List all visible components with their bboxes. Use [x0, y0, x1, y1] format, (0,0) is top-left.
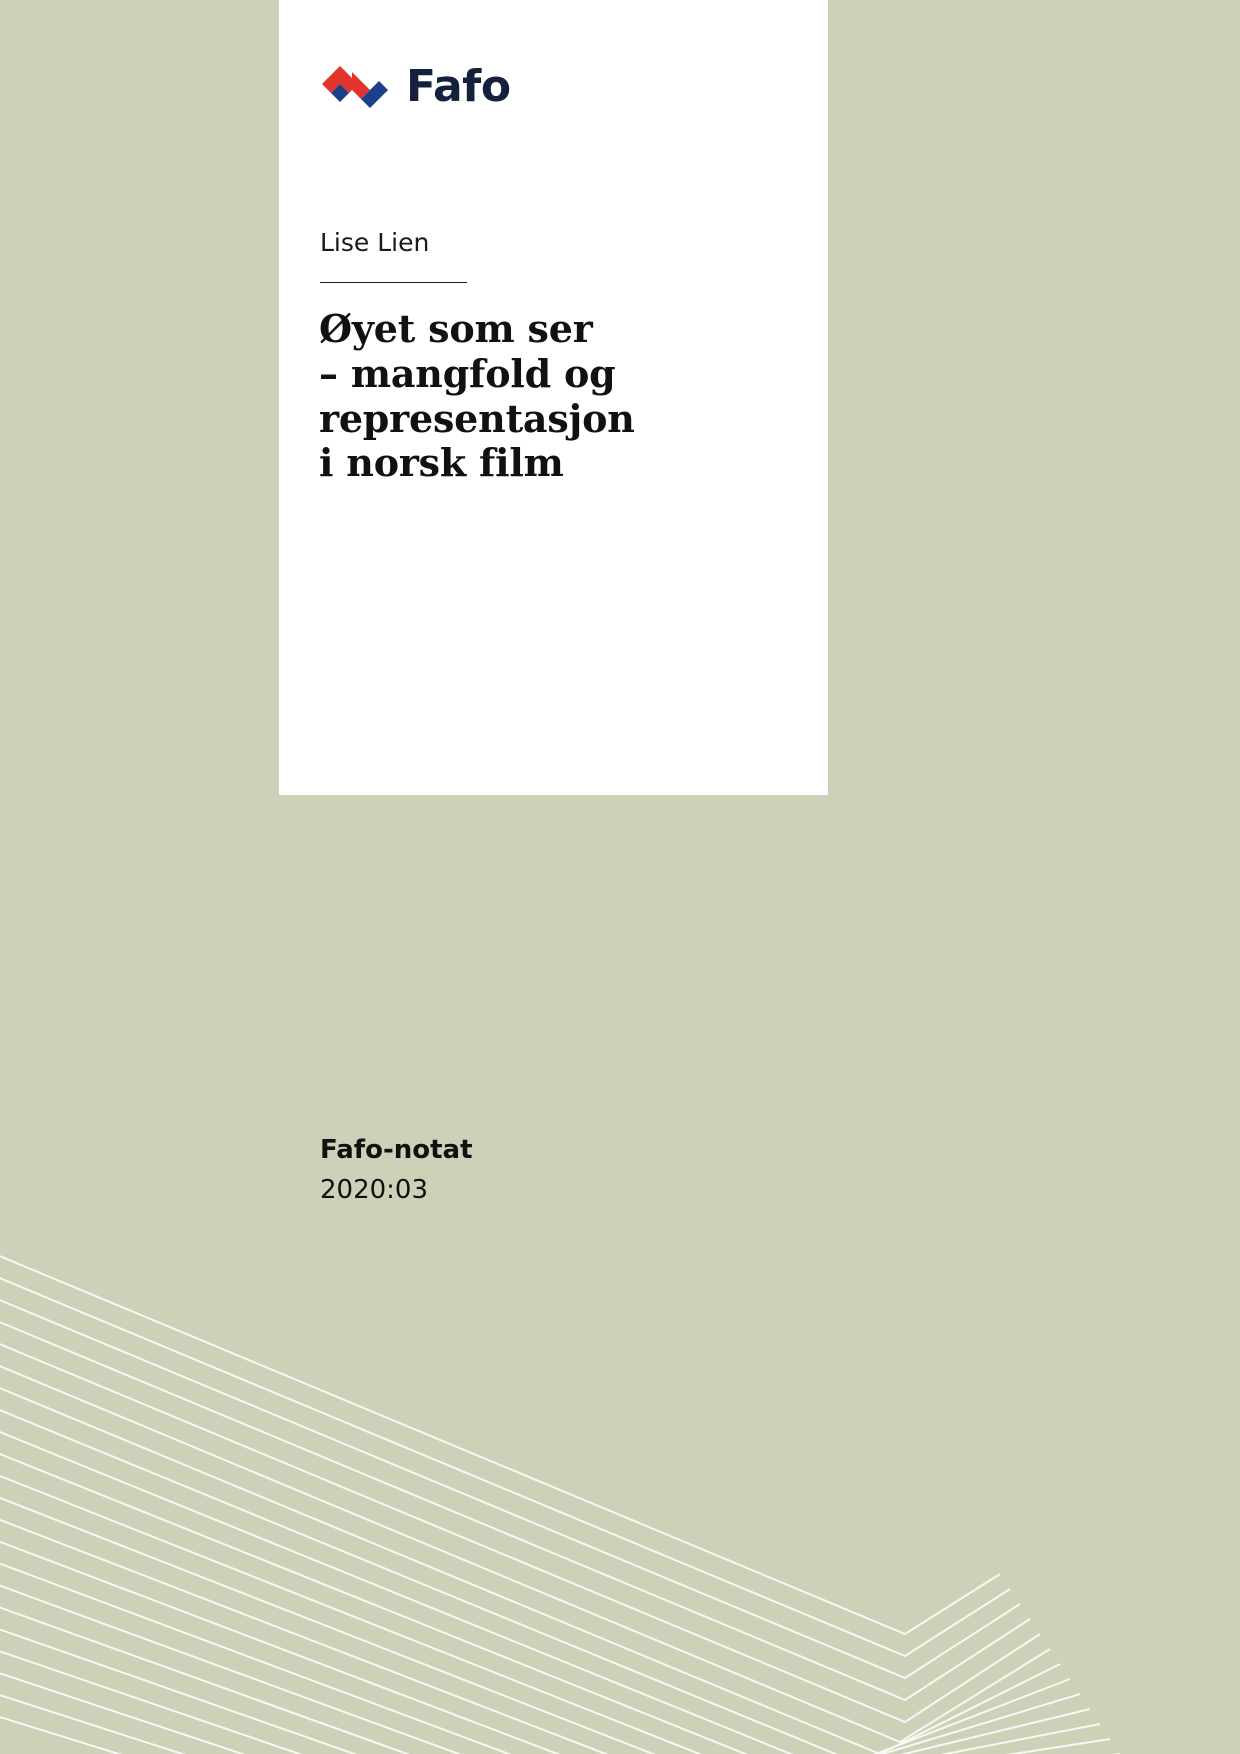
title-line-4: i norsk film — [319, 440, 564, 486]
fafo-logo-icon — [320, 62, 392, 112]
title-line-3: representasjon — [319, 395, 635, 441]
document-title — [319, 307, 799, 486]
title-line-1: Øyet som ser — [319, 306, 593, 351]
series-name: Fafo-notat — [320, 1135, 473, 1165]
author-divider — [320, 282, 467, 283]
fafo-wordmark: Fafo — [406, 61, 511, 112]
cover-panel — [279, 0, 828, 795]
fafo-logo — [320, 62, 511, 112]
title-line-2: – mangfold og — [319, 350, 616, 396]
author-name: Lise Lien — [320, 228, 430, 257]
series-info — [320, 1133, 473, 1208]
decorative-line-pattern — [0, 1134, 1240, 1754]
series-number: 2020:03 — [320, 1175, 429, 1206]
